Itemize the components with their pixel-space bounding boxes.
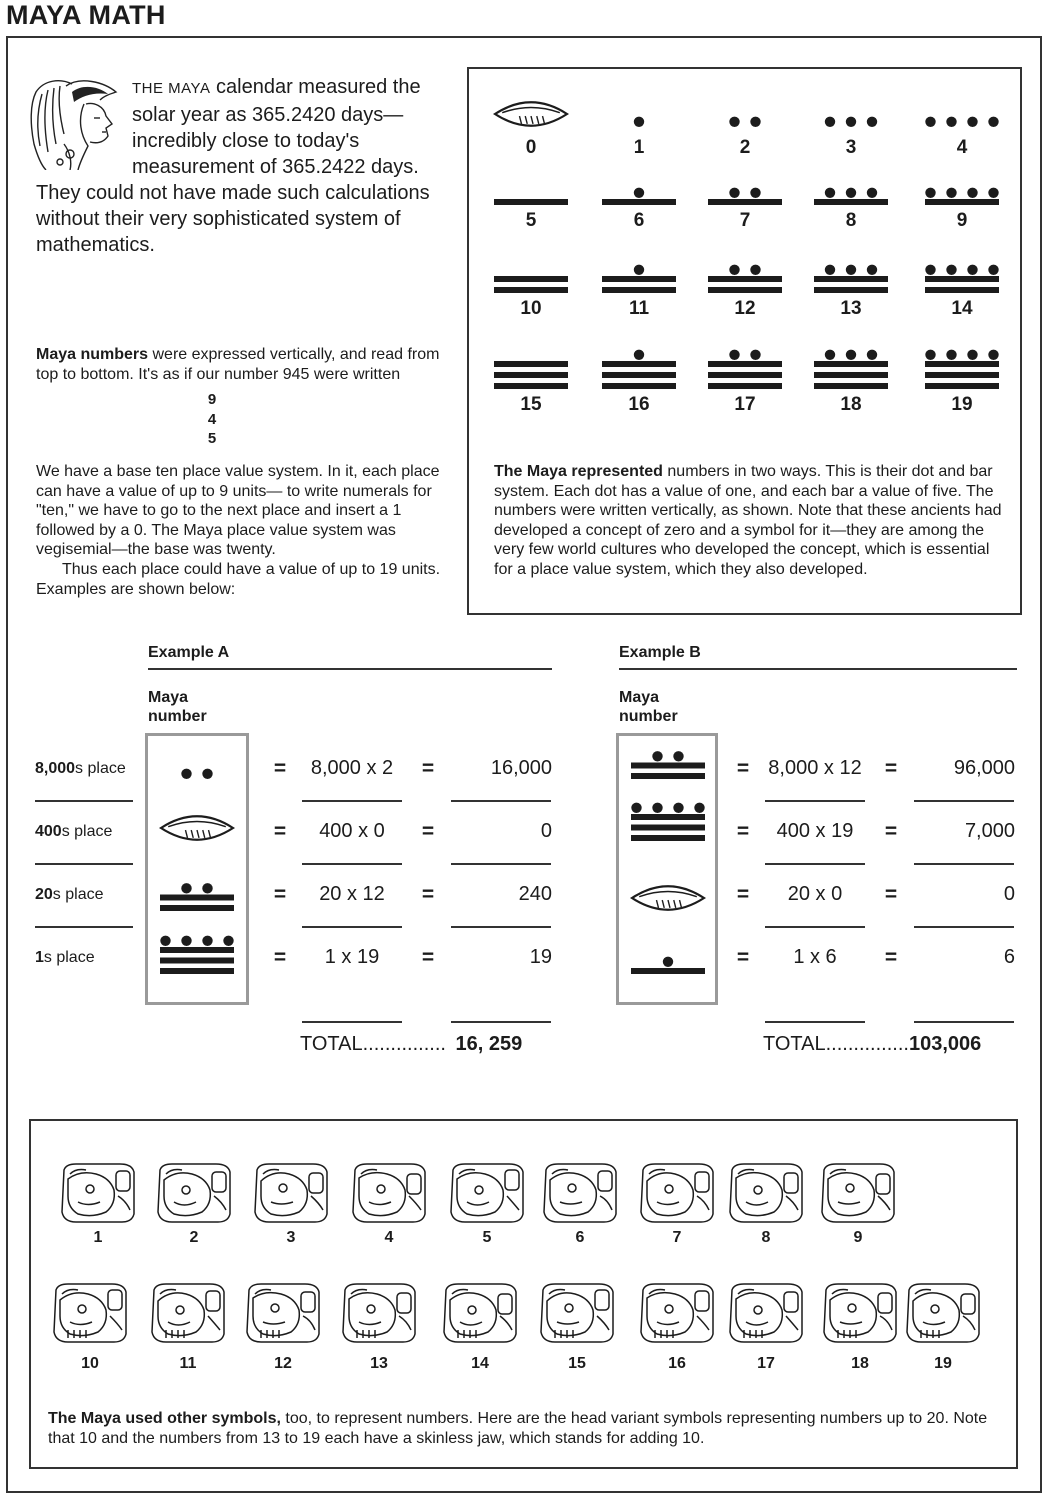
digit-label: 19 xyxy=(951,394,973,415)
result-value: 96,000 xyxy=(953,757,1015,779)
zero-shell-hatch xyxy=(191,830,193,838)
dot-bar-text: numbers in two ways. This is their dot and bar system. Each dot has a value of one, and each bar a value of five. The numbers were written vertically, as shown. Note that these ancients had developed a concept of zero and a symbol for it—they are among the very few world cultures who developed the concept, which is essential for a place value system, which they also developed. xyxy=(494,463,1002,578)
head-glyph-number: 12 xyxy=(274,1355,292,1372)
head-glyph-number: 13 xyxy=(370,1355,388,1372)
digit-label: 10 xyxy=(520,298,542,319)
bar xyxy=(631,763,705,769)
head-glyph-icon xyxy=(635,1160,719,1226)
bar xyxy=(160,947,234,953)
head-glyph-number: 9 xyxy=(853,1229,863,1246)
maya-numbers-text: were expressed vertically, and read from top to bottom. It's as if our number 945 were written xyxy=(36,346,440,383)
head-glyph-number: 17 xyxy=(757,1355,775,1372)
head-glyph-number: 3 xyxy=(286,1229,296,1246)
dot xyxy=(673,803,683,813)
head-glyph-number: 2 xyxy=(189,1229,199,1246)
page-title: MAYA MATH xyxy=(6,0,166,30)
bar xyxy=(160,968,234,974)
equals-sign: = xyxy=(421,757,435,780)
dot xyxy=(181,883,191,893)
digit-label: 8 xyxy=(845,210,857,231)
head-glyph-icon xyxy=(818,1280,902,1346)
dot xyxy=(181,769,191,779)
dot xyxy=(652,803,662,813)
expression: 400 x 0 xyxy=(319,820,385,842)
bar xyxy=(160,958,234,964)
digit-label: 12 xyxy=(734,298,756,319)
digit-label: 2 xyxy=(739,137,751,158)
place-suffix: s place xyxy=(61,823,113,840)
bar xyxy=(160,905,234,911)
expression: 1 x 19 xyxy=(324,946,380,968)
place-value: 8,000 xyxy=(35,760,76,777)
maya-numeral-0 xyxy=(632,886,704,909)
dot xyxy=(652,751,662,761)
dot xyxy=(160,936,170,946)
head-glyph-icon xyxy=(152,1160,236,1226)
head-glyph-icon xyxy=(635,1280,719,1346)
equals-sign: = xyxy=(421,820,435,843)
head-glyph-number: 18 xyxy=(851,1355,869,1372)
head-glyph-number: 15 xyxy=(568,1355,586,1372)
expression: 1 x 6 xyxy=(793,946,837,968)
bar xyxy=(631,835,705,841)
head-glyph-number: 10 xyxy=(81,1355,99,1372)
place-suffix: s place xyxy=(75,760,126,777)
expression: 400 x 19 xyxy=(776,820,854,842)
maya-numeral-12 xyxy=(160,883,234,911)
head-glyph-text: too, to represent numbers. Here are the head variant symbols representing numbers up to 20. Note that 10 and the numbers from 13 to 19 each have a skinless jaw, which stands for adding 10. xyxy=(48,1410,988,1447)
example-b-title: Example B xyxy=(619,644,701,661)
head-glyph-icon xyxy=(48,1280,132,1346)
digit-label: 16 xyxy=(628,394,650,415)
head-glyph-icon xyxy=(901,1280,985,1346)
zero-shell-hatch xyxy=(674,900,676,908)
zero-shell-line xyxy=(639,892,697,897)
digit-label: 6 xyxy=(633,210,645,231)
maya-numeral-19 xyxy=(631,803,705,841)
equals-sign: = xyxy=(736,820,750,843)
example-b-col-label: Maya number xyxy=(619,689,678,725)
bar xyxy=(631,968,705,974)
head-glyph-icon xyxy=(816,1160,900,1226)
dot xyxy=(694,803,704,813)
stack-digit: 5 xyxy=(207,430,217,447)
result-value: 0 xyxy=(540,820,552,842)
digit-label: 15 xyxy=(520,394,542,415)
bar xyxy=(631,773,705,779)
base-text-2: Thus each place could have a value of up to 19 units. Examples are shown below: xyxy=(36,560,441,598)
bar xyxy=(631,825,705,831)
zero-shell-icon xyxy=(632,886,704,909)
zero-shell-hatch xyxy=(197,830,199,838)
head-glyph-icon xyxy=(347,1160,431,1226)
zero-shell-icon xyxy=(161,816,233,839)
place-value: 20 xyxy=(35,886,53,903)
head-glyph-icon xyxy=(241,1280,325,1346)
zero-shell-hatch xyxy=(668,900,670,908)
head-glyph-icon xyxy=(438,1280,522,1346)
equals-sign: = xyxy=(421,883,435,906)
equals-sign: = xyxy=(884,883,898,906)
maya-numeral-2 xyxy=(181,769,212,779)
expression: 20 x 12 xyxy=(319,883,385,905)
result-value: 7,000 xyxy=(964,820,1015,842)
dot xyxy=(202,936,212,946)
place-suffix: s place xyxy=(43,949,95,966)
result-value: 19 xyxy=(529,946,552,968)
head-glyph-number: 16 xyxy=(668,1355,686,1372)
head-glyph-icon xyxy=(445,1160,529,1226)
digit-label: 14 xyxy=(951,298,973,319)
head-glyph-icon xyxy=(56,1160,140,1226)
head-glyph-bold: The Maya used other symbols, xyxy=(48,1410,281,1427)
head-glyph-icon xyxy=(538,1160,622,1226)
place-value: 400 xyxy=(35,823,62,840)
expression: 8,000 x 12 xyxy=(768,757,862,779)
head-glyph-number: 14 xyxy=(471,1355,489,1372)
equals-sign: = xyxy=(884,757,898,780)
head-glyph-number: 4 xyxy=(384,1229,394,1246)
digit-label: 9 xyxy=(956,210,968,231)
equals-sign: = xyxy=(884,946,898,969)
head-glyph-icon xyxy=(724,1280,808,1346)
zero-shell-hatch xyxy=(203,830,205,838)
dot xyxy=(202,769,212,779)
result-value: 0 xyxy=(1003,883,1015,905)
stack-digit: 4 xyxy=(207,410,217,428)
digit-label: 13 xyxy=(840,298,862,319)
digit-label: 7 xyxy=(739,210,751,231)
equals-sign: = xyxy=(273,757,287,780)
head-glyph-number: 11 xyxy=(179,1355,197,1372)
digit-label: 0 xyxy=(525,137,537,158)
intro-lead: THE MAYA xyxy=(132,80,211,97)
dot xyxy=(223,936,233,946)
stack-digit: 9 xyxy=(207,391,217,408)
equals-sign: = xyxy=(884,820,898,843)
example-b-total xyxy=(763,1033,981,1056)
digit-label: 17 xyxy=(734,394,756,415)
equals-sign: = xyxy=(273,883,287,906)
intro-text: calendar measured the solar year as 365.2420 days—incredibly close to today's measurement of 365.2422 days. They could not have made such calculations without their very sophisticated system of mathematics. xyxy=(36,76,430,256)
dot xyxy=(673,751,683,761)
bar xyxy=(160,895,234,901)
expression: 20 x 0 xyxy=(787,883,843,905)
total-label: TOTAL............... xyxy=(763,1033,909,1055)
dot xyxy=(631,803,641,813)
head-glyph-paragraph xyxy=(48,1409,1008,1448)
equals-sign: = xyxy=(736,757,750,780)
example-a-title: Example A xyxy=(148,644,230,661)
example-a-col-label: Maya number xyxy=(148,689,207,725)
zero-shell-hatch xyxy=(185,830,187,838)
head-glyph-number: 8 xyxy=(761,1229,771,1246)
total-value: 16, 259 xyxy=(455,1033,523,1055)
head-glyph-number: 5 xyxy=(482,1229,492,1246)
result-value: 6 xyxy=(1003,946,1015,968)
equals-sign: = xyxy=(273,820,287,843)
zero-shell-hatch xyxy=(662,900,664,908)
place-value: 1 xyxy=(35,949,44,966)
dot xyxy=(663,957,673,967)
example-a-total xyxy=(300,1033,522,1056)
base-text-1: We have a base ten place value system. In it, each place can have a value of up to 9 units— to write numerals for "ten," we have to go to the next place and insert a 1 followed by a 0. The Maya place value system was vegisemial—the base was twenty. xyxy=(36,463,440,559)
equals-sign: = xyxy=(736,883,750,906)
digit-label: 4 xyxy=(956,137,968,158)
zero-shell-line xyxy=(168,822,226,827)
maya-numeral-0 xyxy=(161,816,233,839)
maya-numeral-19 xyxy=(160,936,234,974)
expression: 8,000 x 2 xyxy=(310,757,394,779)
head-glyph-number: 6 xyxy=(575,1229,585,1246)
head-glyph-number: 19 xyxy=(934,1355,952,1372)
total-label: TOTAL............... xyxy=(300,1033,446,1055)
dot-bar-bold: The Maya represented xyxy=(494,463,663,480)
result-value: 240 xyxy=(518,883,552,905)
head-glyph-icon xyxy=(249,1160,333,1226)
digit-label: 1 xyxy=(633,137,645,158)
bar xyxy=(631,814,705,820)
dot xyxy=(202,883,212,893)
digit-label: 5 xyxy=(525,210,537,231)
digit-label: 18 xyxy=(840,394,862,415)
head-glyph-icon xyxy=(535,1280,619,1346)
head-glyph-icon xyxy=(724,1160,808,1226)
head-glyph-icon xyxy=(146,1280,230,1346)
equals-sign: = xyxy=(736,946,750,969)
equals-sign: = xyxy=(421,946,435,969)
place-suffix: s place xyxy=(52,886,104,903)
zero-shell-hatch xyxy=(656,900,658,908)
head-glyph-number: 7 xyxy=(672,1229,682,1246)
maya-numbers-bold: Maya numbers xyxy=(36,346,149,363)
head-glyph-number: 1 xyxy=(93,1229,103,1246)
zero-shell-hatch xyxy=(680,900,682,908)
maya-numeral-12 xyxy=(631,751,705,779)
total-value: 103,006 xyxy=(908,1033,982,1055)
maya-numeral-6 xyxy=(631,957,705,974)
dot xyxy=(181,936,191,946)
digit-label: 11 xyxy=(628,298,650,319)
head-glyph-icon xyxy=(337,1280,421,1346)
zero-shell-hatch xyxy=(209,830,211,838)
result-value: 16,000 xyxy=(490,757,552,779)
equals-sign: = xyxy=(273,946,287,969)
digit-label: 3 xyxy=(845,137,857,158)
